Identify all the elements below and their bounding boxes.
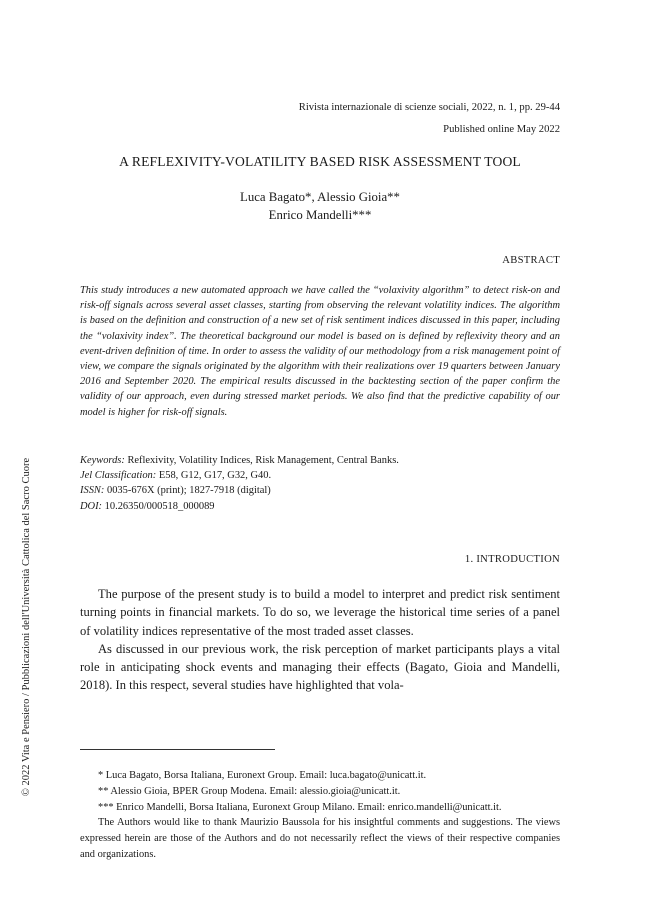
footnote-3: *** Enrico Mandelli, Borsa Italiana, Euronext Group Milano. Email: enrico.mandelli@unicatt.it.	[98, 801, 502, 813]
footnotes	[80, 768, 560, 863]
footnote-divider	[80, 749, 275, 750]
issn-value: 0035-676X (print); 1827-7918 (digital)	[106, 485, 271, 497]
abstract-text: This study introduces a new automated approach we have called the “volaxivity algorithm” to detect risk-on and risk-off signals across several asset classes, starting from observing the relevant volatility indices. The algorithm is based on the definition and construction of a new set of risk sentiment indices discussed in this paper, including the “volaxivity index”. The theoretical background our model is based on is defined by reflexivity theory and an event-driven definition of time. In order to assess the validity of our methodology from a risk management point of view, we compare the signals originated by the algorithm with their realizations over 19 quarters between January 2016 and September 2020. The empirical results discussed in the backtesting section of the paper confirm the validity of our approach, even during stressed market periods. We also find that the predictive capability of our model is higher for risk-off signals.	[80, 285, 560, 418]
keywords-value: Reflexivity, Volatility Indices, Risk Management, Central Banks.	[127, 455, 399, 466]
issn-line	[80, 483, 560, 498]
copyright-sidebar: © 2022 Vita e Pensiero / Pubblicazioni dell'Università Cattolica del Sacro Cuore	[21, 457, 32, 797]
journal-citation: Rivista internazionale di scienze sociali, 2022, n. 1, pp. 29-44	[298, 102, 560, 113]
paper-title: A REFLEXIVITY-VOLATILITY BASED RISK ASSESSMENT TOOL	[119, 154, 521, 169]
doi-line	[80, 499, 560, 514]
authors-line-1: Luca Bagato*, Alessio Gioia**	[240, 190, 400, 204]
body-paragraph-1: The purpose of the present study is to build a model to interpret and predict risk sentiment turning points in financial markets. To do so, we leverage the historical time series of a panel of volatility indices representative of the most traded asset classes.	[80, 587, 560, 638]
doi-value: 10.26350/000518_000089	[104, 500, 215, 512]
section-heading: 1. INTRODUCTION	[464, 554, 560, 565]
keywords-label: Keywords:	[80, 455, 125, 466]
footnote-acknowledgements: The Authors would like to thank Maurizio Baussola for his insightful comments and suggestions. The views expressed herein are those of the Authors and do not necessarily reflect the views of their respective companies and organizations.	[80, 817, 560, 860]
footnote-2: ** Alessio Gioia, BPER Group Modena. Email: alessio.gioia@unicatt.it.	[98, 785, 401, 797]
jel-line	[80, 468, 560, 483]
issn-label: ISSN:	[80, 485, 105, 497]
publication-date: Published online May 2022	[443, 124, 560, 135]
jel-value: E58, G12, G17, G32, G40.	[158, 470, 272, 482]
jel-label: Jel Classification:	[80, 470, 157, 482]
authors-line-2: Enrico Mandelli***	[268, 208, 372, 222]
keywords-line	[80, 453, 560, 468]
abstract-heading: ABSTRACT	[502, 255, 560, 266]
paper-metadata	[80, 453, 560, 514]
body-paragraph-2: As discussed in our previous work, the risk perception of market participants plays a vital role in anticipating shock events and managing their effects (Bagato, Gioia and Mandelli, 2018). In this respect, several studies have highlighted that vola-	[80, 641, 560, 693]
introduction-body	[80, 585, 560, 695]
doi-label: DOI:	[80, 500, 103, 512]
footnote-1: * Luca Bagato, Borsa Italiana, Euronext Group. Email: luca.bagato@unicatt.it.	[98, 770, 427, 781]
